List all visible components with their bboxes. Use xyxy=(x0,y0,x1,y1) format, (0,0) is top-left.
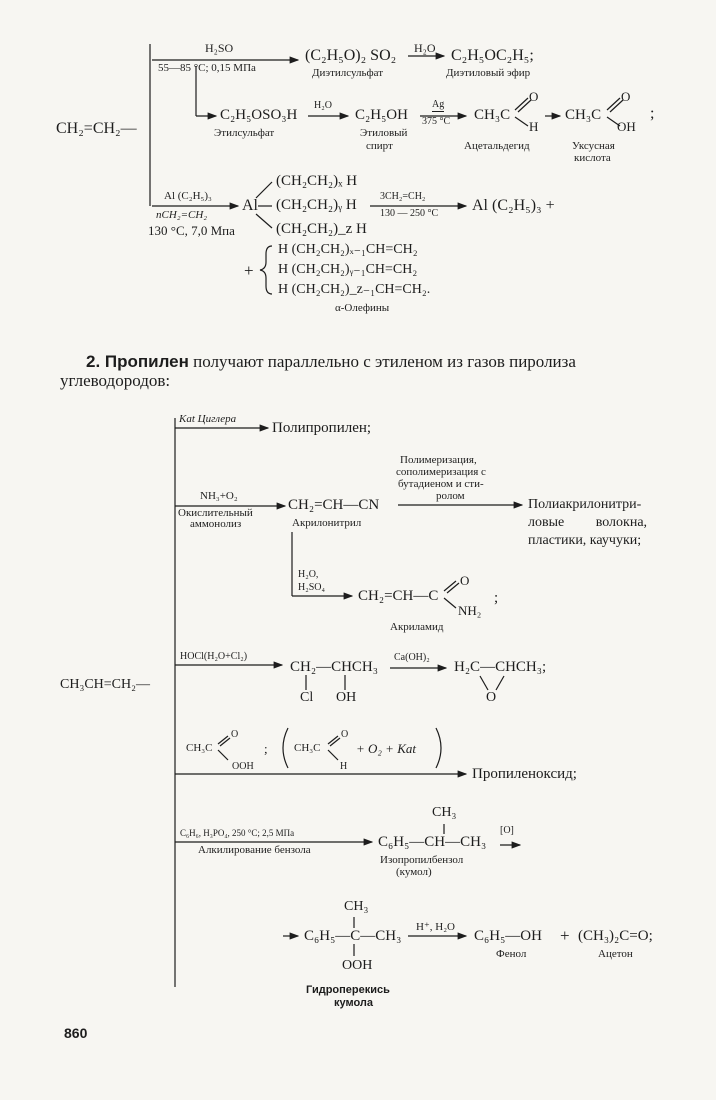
acetone-formula: (CH₃)₂C=O; xyxy=(578,928,653,944)
diethyl-sulfate-formula: (C₂H₅O)₂ SO₂ xyxy=(305,47,397,64)
sulfuric-acid-reagent: H₂SO xyxy=(205,41,234,55)
acetone-label: Ацетон xyxy=(598,948,633,960)
polyacrylonitrile-result-1: Полиакрилонитри- xyxy=(528,497,642,512)
ethanol-label-1: Этиловый xyxy=(360,127,408,139)
water-reagent: H₂O xyxy=(414,41,436,55)
diethyl-ether-formula: C₂H₅OC₂H₅; xyxy=(451,47,534,64)
ethylene-formula: CH₂=CH₂— xyxy=(56,120,137,137)
alkyl-chain-z: (CH₂CH₂)_z H xyxy=(276,221,367,237)
cumene-label-1: Изопропилбензол xyxy=(380,854,464,866)
ammoxidation-label-2: аммонолиз xyxy=(190,518,242,530)
acetaldehyde-reagent-hydrogen: H xyxy=(340,761,348,772)
ammoxidation-label-1: Окислительный xyxy=(178,507,253,519)
olefin-y: H (CH₂CH₂)ᵧ₋₁CH=CH₂ xyxy=(278,262,418,277)
ethanol-formula: C₂H₅OH xyxy=(355,107,408,123)
cumene-label-2: (кумол) xyxy=(396,866,432,878)
acetic-acid-label-1: Уксусная xyxy=(572,140,615,152)
regenerated-triethylaluminium: Al (C₂H₅)₃ + xyxy=(472,197,555,214)
acetic-acid-semicolon: ; xyxy=(650,105,655,122)
hydroperoxide-methyl: CH₃ xyxy=(344,899,369,914)
alkyl-chain-x: (CH₂CH₂)ₓ H xyxy=(276,173,358,189)
triethylaluminium-reagent: Al (C₂H₅)₃ xyxy=(164,190,212,202)
acetaldehyde-formula: CH₃C xyxy=(474,107,511,123)
phenol-formula: C₆H₅—OH xyxy=(474,928,542,944)
polyacrylonitrile-result-2: ловые волокна, xyxy=(528,515,648,530)
displacement-temperature: 130 — 250 °С xyxy=(380,208,439,219)
aluminium-center: Al xyxy=(242,197,258,214)
alkyl-chain-y: (CH₂CH₂)ᵧ H xyxy=(276,197,357,213)
oxidation-temperature: 375 °C xyxy=(422,116,451,127)
acrylamide-oxygen: O xyxy=(460,573,470,588)
acetic-acid-label-2: кислота xyxy=(574,152,611,164)
displacement-reagent: 3CH₂=CH₂ xyxy=(380,191,426,202)
diethyl-ether-label: Диэтиловый эфир xyxy=(446,67,531,79)
ziegler-catalyst: Kat Циглера xyxy=(179,413,237,425)
propylene-oxide-ring: H₂C—CHCH₃; xyxy=(454,659,547,675)
alkylation-label: Алкилирование бензола xyxy=(198,844,311,856)
cumene-methyl: CH₃ xyxy=(432,805,457,820)
ethanol-label-2: спирт xyxy=(366,140,393,152)
polymerization-label-3: бутадиеном и сти- xyxy=(398,478,484,490)
acrylamide-label: Акриламид xyxy=(390,621,444,633)
peracetic-acid-formula: CH₃C xyxy=(186,742,213,754)
acetaldehyde-reagent-oxygen: O xyxy=(341,729,349,740)
polymerization-label-1: Полимеризация, xyxy=(400,454,477,466)
hydroperoxide-label-1: Гидроперекись xyxy=(306,984,390,996)
acrylamide-formula: CH₂=CH—C xyxy=(358,588,439,604)
peracetic-acid-peroxy: OOH xyxy=(232,761,254,772)
hydrolysis-reagent: H₂O xyxy=(314,100,332,111)
alpha-olefins-label: α-Олефины xyxy=(335,302,390,314)
epoxide-oxygen: O xyxy=(486,690,497,705)
phenol-label: Фенол xyxy=(496,948,527,960)
hydration-reagent-1: H₂O, xyxy=(298,569,319,580)
polyacrylonitrile-result-3: пластики, каучуки; xyxy=(528,533,642,548)
cumene-hydroperoxide-formula: C₆H₅—C—CH₃ xyxy=(304,928,402,944)
peracetic-acid-oxygen: O xyxy=(231,729,239,740)
oxidation-reagent: [O] xyxy=(500,825,514,836)
cumene-formula: C₆H₅—CH—CH₃ xyxy=(378,834,487,850)
ethylsulfate-formula: C₂H₅OSO₃H xyxy=(220,107,298,123)
propylene-intro-text: получают параллельно с этиленом из газов пиролиза углеводородов: xyxy=(60,352,576,390)
acetic-acid-formula: CH₃C xyxy=(565,107,602,123)
olefin-z: H (CH₂CH₂)_z₋₁CH=CH₂. xyxy=(278,282,431,297)
propylene-formula: CH₃CH=CH₂— xyxy=(60,677,151,692)
propylene-intro-paragraph xyxy=(60,352,660,390)
hydroperoxide-label-2: кумола xyxy=(334,997,374,1009)
propylene-heading: 2. Пропилен xyxy=(86,352,189,371)
lime-reagent: Ca(OH)₂ xyxy=(394,652,430,663)
acid-cleavage-reagent: H⁺, H₂O xyxy=(416,921,455,933)
polymerization-label-2: сополимеризация с xyxy=(396,466,486,478)
chlorohydrin-chlorine: Cl xyxy=(300,690,314,705)
ethylsulfate-label: Этилсульфат xyxy=(214,127,275,139)
olefins-plus: + xyxy=(244,261,254,280)
chlorohydrin-hydroxyl: OH xyxy=(336,690,357,705)
acetaldehyde-reagent: CH₃C xyxy=(294,742,321,754)
hydration-reagent-2: H₂SO₄ xyxy=(298,582,325,593)
silver-catalyst: Ag xyxy=(432,99,445,110)
sulfation-conditions: 55—85 °С; 0,15 МПа xyxy=(158,62,256,74)
hypochlorite-reagent: HOCl(H₂O+Cl₂) xyxy=(180,651,248,662)
acrylamide-semicolon: ; xyxy=(494,590,499,606)
acrylonitrile-formula: CH₂=CH—CN xyxy=(288,497,380,513)
polypropylene-product: Полипропилен; xyxy=(272,420,372,436)
acrylamide-amine: NH₂ xyxy=(458,603,482,618)
epoxidation-separator: ; xyxy=(264,741,268,756)
acetic-acid-oxygen: O xyxy=(621,89,631,104)
hydroperoxide-group: OOH xyxy=(342,958,373,973)
oligomerization-conditions: 130 °С, 7,0 Мпа xyxy=(148,223,235,238)
acetic-acid-hydroxyl: OH xyxy=(617,119,636,134)
chlorohydrin-formula: CH₂—CHCH₃ xyxy=(290,659,378,675)
acetaldehyde-oxygen: O xyxy=(529,89,539,104)
oxygen-catalyst-reagent: + O₂ + Kat xyxy=(356,741,416,756)
propylene-oxide-product: Пропиленоксид; xyxy=(472,766,577,782)
ethylene-excess-reagent: nCH₂=CH₂ xyxy=(156,209,208,221)
olefin-x: H (CH₂CH₂)ₓ₋₁CH=CH₂ xyxy=(278,242,418,257)
cleavage-plus: + xyxy=(560,926,570,945)
page-number: 860 xyxy=(64,1025,88,1041)
acrylonitrile-label: Акрилонитрил xyxy=(292,517,362,529)
polymerization-label-4: ролом xyxy=(436,490,465,502)
acetaldehyde-hydrogen: H xyxy=(529,119,539,134)
ammoxidation-reagents: NH₃+O₂ xyxy=(200,490,238,502)
diethyl-sulfate-label: Диэтилсульфат xyxy=(312,67,384,79)
alkylation-conditions: C₆H₆, H₃PO₄, 250 °C; 2,5 МПа xyxy=(180,828,295,838)
acetaldehyde-label: Ацетальдегид xyxy=(464,140,530,152)
